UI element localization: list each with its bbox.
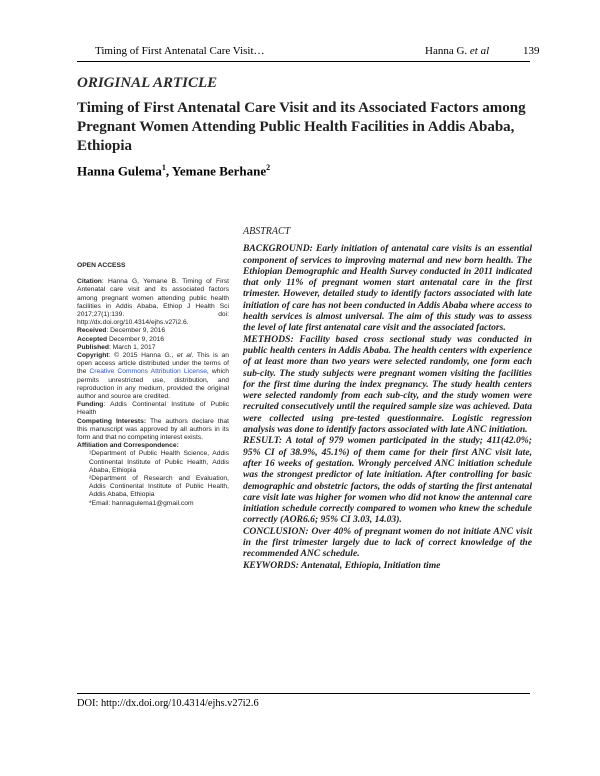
abstract-result: RESULT: A total of 979 women participated in the study; 411(42.0%; 95% CI of 38.9%, 45.1%) of them came for their first ANC visit late, after 16 weeks of gestation. Wrongly perceived ANC initiation schedule was the strongest predictor of late initiation. After controlling for basic demographic and obstetric factors, the odds of starting the first antenatal care visit late was higher for women who did not know the antennal care initiation schedule correctly compared to women who knew the schedule correctly (AOR6.6; 95% CI 3.03, 14.03). <box>243 435 532 526</box>
running-author-name: Hanna G. <box>425 45 468 57</box>
citation <box>77 278 229 327</box>
published-label: Published <box>77 343 109 351</box>
author-2: Yemane Berhane <box>171 163 267 179</box>
running-author-etal: et al <box>469 45 490 57</box>
doi-footer[interactable]: DOI: http://dx.doi.org/10.4314/ejhs.v27i2.6 <box>77 698 259 709</box>
funding <box>77 401 229 417</box>
author-separator: , <box>165 163 172 179</box>
accepted <box>77 336 229 344</box>
citation-text: : Hanna G, Yemane B. Timing of First Antenatal care visit and its associated factors among pregnant women attending public health facilities in Addis Ababa, Ethiop J Health Sci 2017;27(1):139. doi: http://dx.doi.org/10.4314/ejhs.v27i2.6. <box>77 278 229 327</box>
abstract-conclusion: CONCLUSION: Over 40% of pregnant women do not initiate ANC visit in the first trimester largely due to lack of correct knowledge of the recommended ANC schedule. <box>243 525 532 560</box>
copyright-label: Copyright <box>77 352 109 360</box>
running-author <box>425 45 489 57</box>
accepted-label: Accepted <box>77 335 108 343</box>
accepted-value: December 9, 2016 <box>107 335 164 343</box>
abstract-keywords: KEYWORDS: Antenatal, Ethiopia, Initiation time <box>243 559 441 571</box>
received-value: : December 9, 2016 <box>106 327 166 335</box>
citation-label: Citation <box>77 278 102 286</box>
affiliation-2: ²Department of Research and Evaluation, Addis Continental Institute of Public Health, Addis Ababa, Ethiopia <box>89 475 229 499</box>
running-title: Timing of First Antenatal Care Visit… <box>95 45 265 57</box>
abstract <box>243 226 532 571</box>
footer-rule <box>77 693 530 694</box>
article-type: ORIGINAL ARTICLE <box>77 75 218 91</box>
copyright <box>77 352 229 401</box>
header-rule <box>77 61 530 62</box>
open-access-label: OPEN ACCESS <box>77 262 126 269</box>
published <box>77 344 229 352</box>
abstract-methods: METHODS: Facility based cross sectional study was conducted in public health centers in Addis Ababa. The health centers with experience of at least more than two years were selected randomly, one form each sub-city. The study subjects were pregnant women visiting the facilities for the first time during the index pregnancy. The study health centers were selected randomly from each sub-city, and the study women were recruited consecutively until the required sample size was achieved. Data were collected using pre-tested questionnaire. Logistic regression analysis was done to identify factors associated with late ANC initiation. <box>243 333 532 436</box>
abstract-heading: ABSTRACT <box>243 226 291 237</box>
article-title: Timing of First Antenatal Care Visit and its Associated Factors among Pregnant Women Attending Public Health Facilities in Addis Ababa, Ethiopia <box>77 100 526 154</box>
competing-interests-value: The authors declare that this manuscript was approved by all authors in its form and that no competing interest exists. <box>77 417 229 442</box>
affiliation <box>77 442 229 450</box>
copyright-text-c: , which permits unrestricted use, distribution, and reproduction in any medium, provided the original author and source are credited. <box>77 368 229 401</box>
competing-interests-label: Competing Interests: <box>77 417 147 425</box>
abstract-background: BACKGROUND: Early initiation of antenatal care visits is an essential component of services to improving maternal and new born health. The Ethiopian Demographic and Health Survey conducted in 2011 indicated that only 11% of pregnant women start antenatal care in the first trimester. However, detailed study to identify factors associated with late initiation of care has not been conducted in Addis Ababa where access to health services is almost universal. The aim of this study was to assess the level of late first antenatal care visit and the associated factors. <box>243 243 532 334</box>
competing-interests <box>77 418 229 443</box>
copyright-text-b: . This is an open access article distributed under the terms of the <box>77 352 229 376</box>
affiliation-1: ¹Department of Public Health Science, Addis Continental Institute of Public Health, Addis Ababa, Ethiopia <box>89 450 229 474</box>
published-value: : March 1, 2017 <box>108 343 156 351</box>
license-link[interactable]: Creative Commons Attribution License <box>89 368 207 376</box>
received <box>77 327 229 335</box>
author-2-affiliation: 2 <box>266 163 271 172</box>
author-line <box>77 163 270 179</box>
correspondence-email: *Email: hannagulema1@gmail.com <box>89 499 194 507</box>
author-1: Hanna Gulema <box>77 163 162 179</box>
article-info-sidebar <box>77 262 229 508</box>
received-label: Received <box>77 327 107 335</box>
copyright-etal: et al <box>173 352 192 360</box>
funding-value: : Addis Continental Institute of Public Health <box>77 401 229 417</box>
page-number: 139 <box>523 45 540 57</box>
funding-label: Funding <box>77 401 104 409</box>
author-1-affiliation: 1 <box>161 163 166 172</box>
affiliation-label: Affiliation and Correspondence: <box>77 442 179 450</box>
copyright-text-a: : © 2015 Hanna G., <box>108 352 174 360</box>
